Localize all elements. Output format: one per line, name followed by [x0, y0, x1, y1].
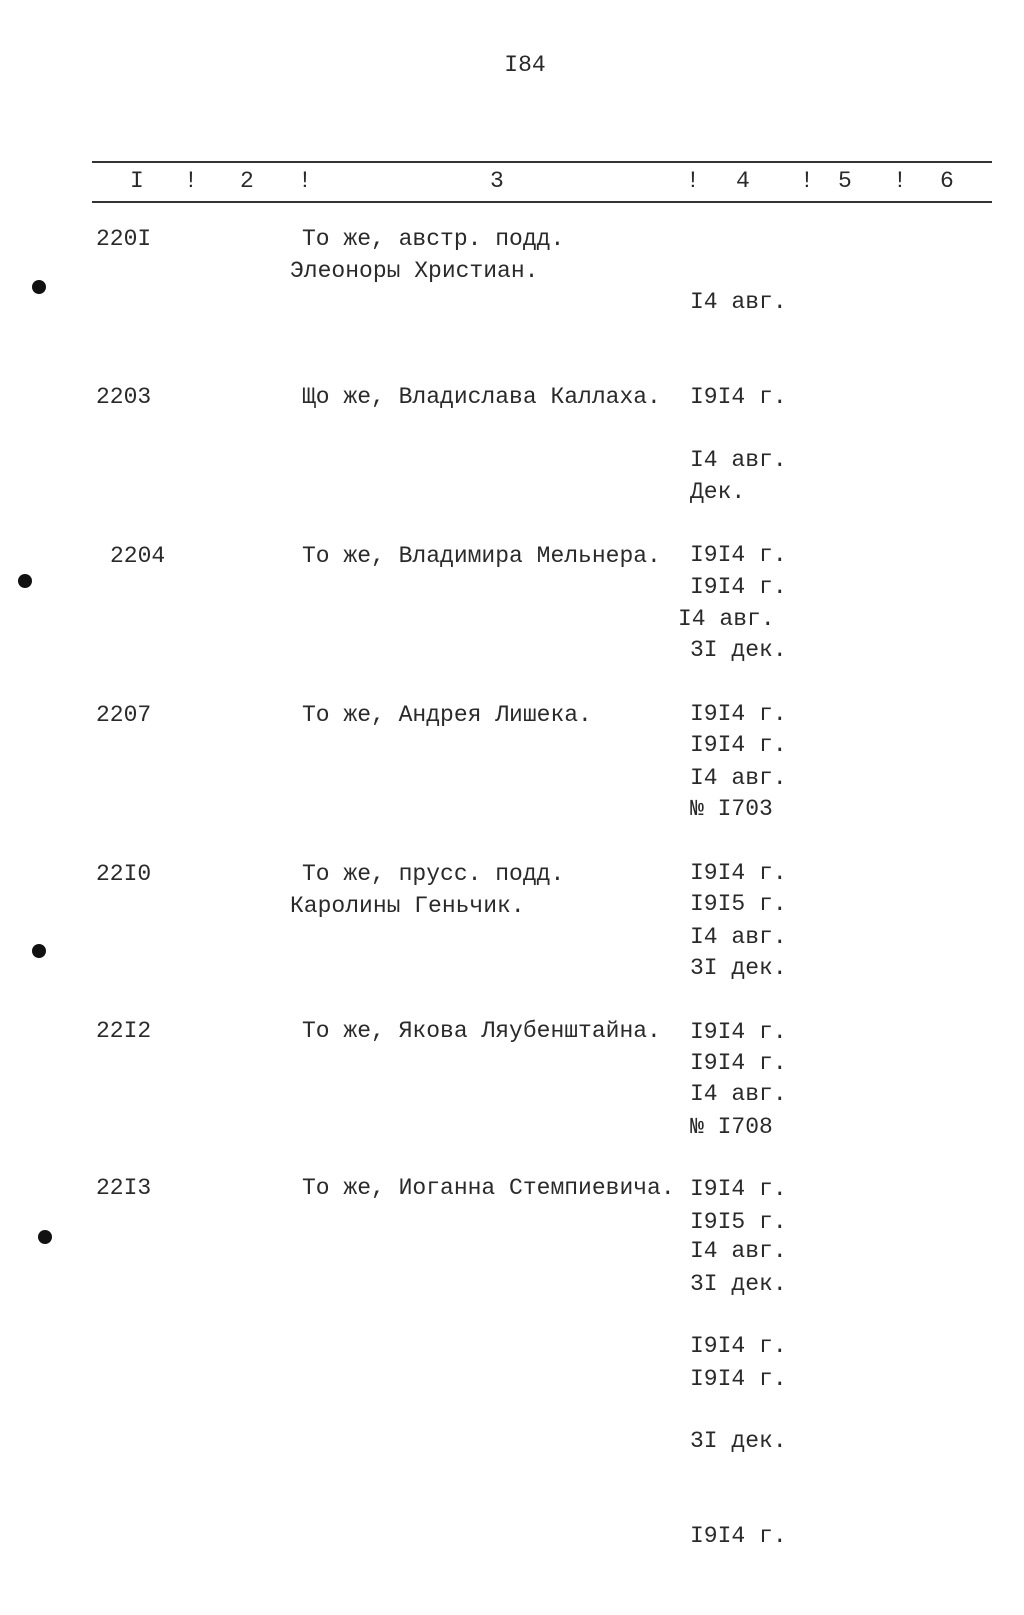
table-bottom-rule [92, 201, 992, 203]
entry-number: 22I0 [96, 861, 152, 887]
entry-date-line: I4 авг. [690, 924, 787, 951]
column-header-2: 2 [240, 168, 254, 194]
entry-date-line: I9I4 г. [690, 1332, 787, 1359]
entry-description: То же, прусс. подд. Каролины Геньчик. [290, 861, 565, 919]
entry-description: Що же, Владислава Каллаха. [302, 384, 661, 410]
entry-date-line: I4 авг. [690, 1081, 787, 1108]
entry-date-line: I9I5 г. [690, 890, 787, 917]
entry-number: 220I [96, 226, 152, 252]
column-separator: ! [686, 168, 700, 194]
entry-date-line: 3I дек. [690, 954, 787, 981]
entry-date-line: I9I4 г. [690, 859, 787, 886]
page-number: I84 [504, 52, 546, 78]
column-header-6: 6 [940, 168, 954, 194]
entry-date-line: 3I дек. [690, 1427, 787, 1454]
punch-hole-mark [32, 280, 46, 294]
entry-date-line: I4 авг. [690, 289, 787, 316]
entry-number: 2207 [96, 702, 152, 728]
entry-date-line: I9I4 г. [690, 1018, 787, 1045]
entry-date-line: I4 авг. [690, 765, 787, 792]
column-separator: ! [298, 168, 312, 194]
entry-date-line: № I708 [690, 1113, 773, 1140]
column-header-4: 4 [736, 168, 750, 194]
entry-number: 2204 [110, 543, 166, 569]
entry-date-line: I9I5 г. [690, 1208, 787, 1235]
entry-description: То же, Иоганна Стемпиевича. [302, 1175, 675, 1201]
column-header-3: 3 [490, 168, 504, 194]
entry-date-line: I9I4 г. [690, 1522, 787, 1549]
entry-date-line: I4 авг. [690, 447, 787, 474]
entry-number: 22I2 [96, 1018, 152, 1044]
entry-date-line: I9I4 г. [690, 731, 787, 758]
entry-number: 2203 [96, 384, 152, 410]
column-separator: ! [893, 168, 907, 194]
entry-date-line: I9I4 г. [690, 573, 787, 600]
entry-description: То же, Владимира Мельнера. [302, 543, 661, 569]
entry-date-line: I4 авг. [690, 1238, 787, 1265]
entry-dates [690, 1173, 787, 1615]
entry-date-line: I9I4 г. [690, 383, 787, 410]
column-separator: ! [184, 168, 198, 194]
entry-description: То же, Якова Ляубенштайна. [302, 1018, 661, 1044]
entry-description: То же, австр. подд. Элеоноры Христиан. [290, 226, 565, 284]
column-header-1: I [130, 168, 144, 194]
punch-hole-mark [32, 944, 46, 958]
punch-hole-mark [18, 574, 32, 588]
entry-date-line: I4 авг. [678, 606, 775, 633]
entry-date-line: 3I дек. [690, 1270, 787, 1297]
entry-date-line: Дек. [690, 478, 746, 505]
column-header-5: 5 [838, 168, 852, 194]
punch-hole-mark [38, 1230, 52, 1244]
entry-date-line: I9I4 г. [690, 700, 787, 727]
entry-date-line: № I703 [690, 795, 773, 822]
entry-description: То же, Андрея Лишека. [302, 702, 592, 728]
entry-date-line: I9I4 г. [690, 1175, 787, 1202]
table-top-rule [92, 161, 992, 163]
table-row [0, 1173, 1024, 1549]
entry-date-line: I9I4 г. [690, 1365, 787, 1392]
entry-date-line: I9I4 г. [690, 1049, 787, 1076]
entry-date-line: I9I4 г. [690, 541, 787, 568]
entry-date-line: 3I дек. [690, 636, 787, 663]
entry-number: 22I3 [96, 1175, 152, 1201]
column-separator: ! [800, 168, 814, 194]
